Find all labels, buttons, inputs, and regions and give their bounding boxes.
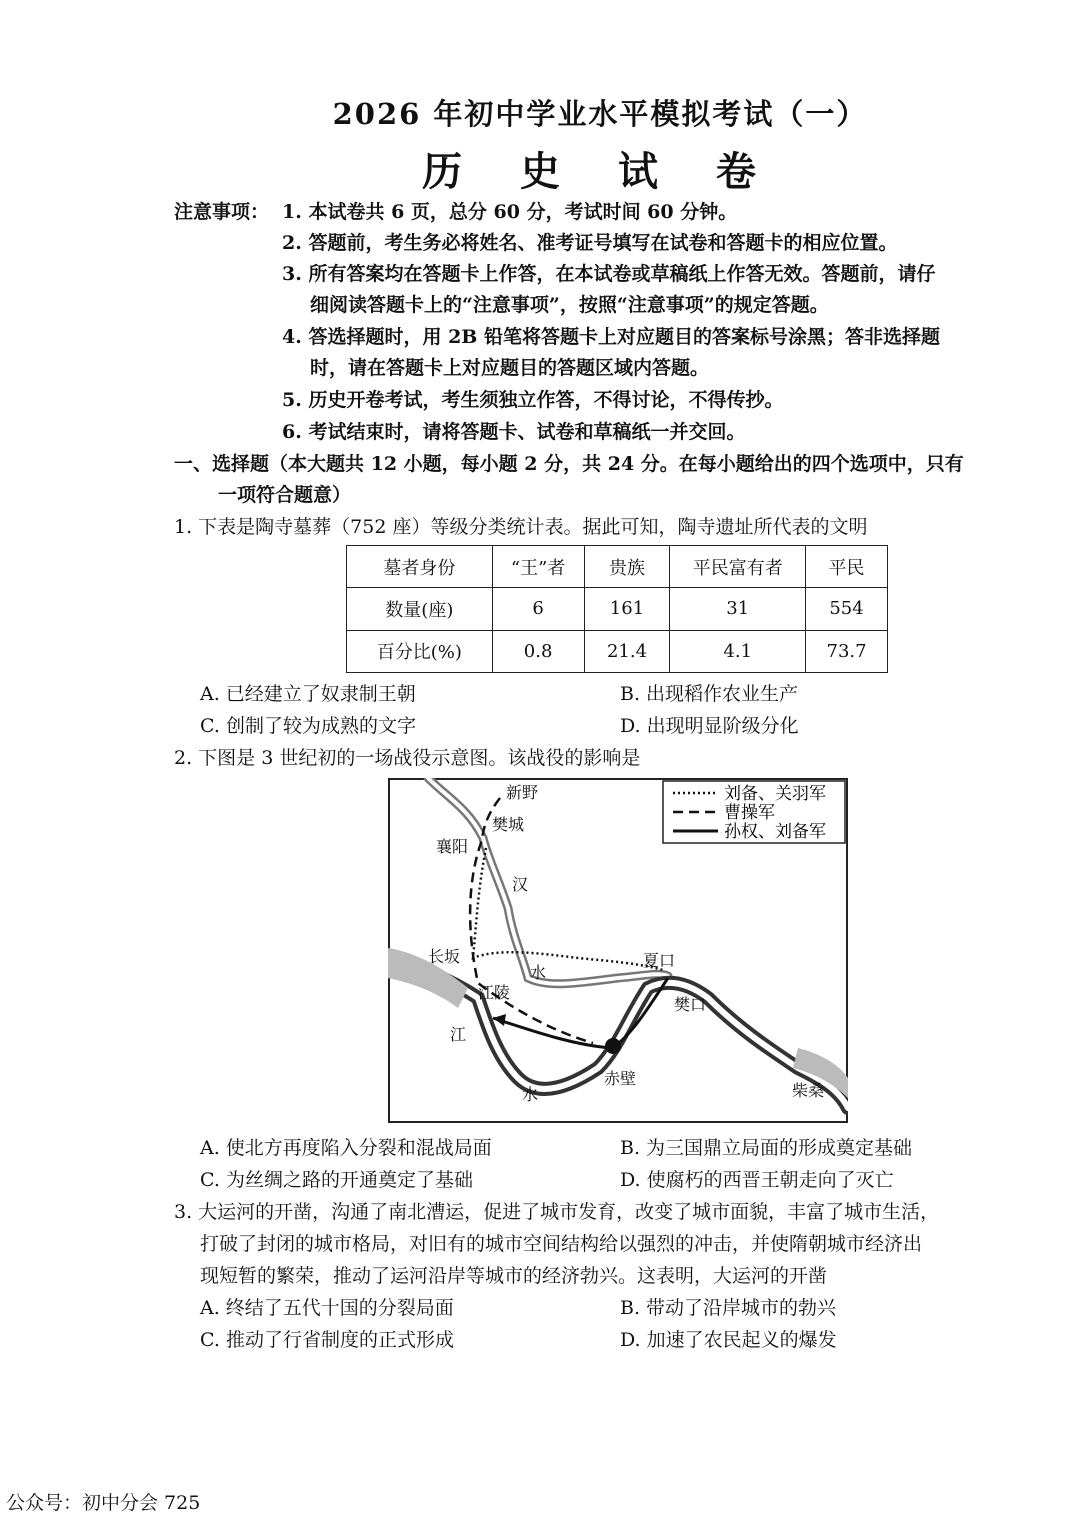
q2-stem: 2. 下图是 3 世纪初的一场战役示意图。该战役的影响是 — [174, 747, 641, 769]
table-cell: 0.8 — [492, 630, 584, 672]
notice-line-2: 2. 答题前，考生务必将姓名、准考证号填写在试卷和答题卡的相应位置。 — [282, 232, 898, 254]
q1-option-c[interactable]: C. 创制了较为成熟的文字 — [200, 715, 416, 737]
table-cell: 73.7 — [806, 630, 888, 672]
notice-line-3b: 细阅读答题卡上的“注意事项”，按照“注意事项”的规定答题。 — [310, 294, 829, 316]
table-row — [347, 630, 888, 672]
place-label: 夏口 — [643, 951, 676, 970]
q3-option-b[interactable]: B. 带动了沿岸城市的勃兴 — [620, 1297, 837, 1319]
notice-line-6: 6. 考试结束时，请将答题卡、试卷和草稿纸一并交回。 — [282, 421, 746, 443]
q1-stem: 1. 下表是陶寺墓葬（752 座）等级分类统计表。据此可知，陶寺遗址所代表的文明 — [174, 516, 868, 538]
q1-option-d[interactable]: D. 出现明显阶级分化 — [620, 715, 799, 737]
q3-option-d[interactable]: D. 加速了农民起义的爆发 — [620, 1329, 837, 1351]
q3-stem-line-1: 3. 大运河的开凿，沟通了南北漕运，促进了城市发育，改变了城市面貌，丰富了城市生活， — [174, 1201, 940, 1223]
place-label: 水 — [522, 1085, 539, 1104]
table-header-cell: 平民 — [806, 546, 888, 588]
place-label: 新野 — [506, 783, 539, 802]
q1-option-a[interactable]: A. 已经建立了奴隶制王朝 — [200, 683, 416, 705]
notice-line-4: 4. 答选择题时，用 2B 铅笔将答题卡上对应题目的答案标号涂黑；答非选择题 — [282, 326, 940, 348]
place-label: 柴桑 — [792, 1081, 825, 1100]
table-header-cell: 贵族 — [584, 546, 670, 588]
table-header-cell: “王”者 — [492, 546, 584, 588]
table-row — [347, 588, 888, 630]
place-label: 长坂 — [428, 947, 461, 966]
legend-label: 孙权、刘备军 — [724, 822, 826, 842]
q3-option-c[interactable]: C. 推动了行省制度的正式形成 — [200, 1329, 454, 1351]
legend-label: 曹操军 — [724, 803, 775, 823]
notice-line-1: 1. 本试卷共 6 页，总分 60 分，考试时间 60 分钟。 — [282, 201, 738, 223]
q3-stem-line-2: 打破了封闭的城市格局，对旧有的城市空间结构给以强烈的冲击，并使隋朝城市经济出 — [200, 1233, 923, 1255]
table-cell: 21.4 — [584, 630, 670, 672]
notice-line-3: 3. 所有答案均在答题卡上作答，在本试卷或草稿纸上作答无效。答题前，请仔 — [282, 263, 936, 285]
notice-line-5: 5. 历史开卷考试，考生须独立作答，不得讨论，不得传抄。 — [282, 389, 784, 411]
table-cell: 161 — [584, 588, 670, 630]
place-label: 赤壁 — [604, 1069, 637, 1088]
q1-option-b[interactable]: B. 出现稻作农业生产 — [620, 683, 799, 705]
place-label: 樊口 — [674, 995, 707, 1014]
legend-label: 刘备、关羽军 — [724, 784, 826, 804]
q2-option-d[interactable]: D. 使腐朽的西晋王朝走向了灭亡 — [620, 1169, 894, 1191]
place-label: 樊城 — [492, 815, 525, 834]
q2-option-b[interactable]: B. 为三国鼎立局面的形成奠定基础 — [620, 1137, 913, 1159]
table-cell: 百分比(%) — [347, 630, 493, 672]
table-header-cell: 墓者身份 — [347, 546, 493, 588]
place-label: 水 — [530, 963, 547, 982]
place-label: 襄阳 — [436, 837, 469, 856]
table-cell: 4.1 — [670, 630, 806, 672]
place-label: 江陵 — [478, 983, 511, 1002]
exam-title: 2026 年初中学业水平模拟考试（一） — [332, 97, 868, 131]
section-heading-cont: 一项符合题意） — [218, 484, 352, 506]
table-cell: 数量(座) — [347, 588, 493, 630]
table-header-row — [347, 546, 888, 588]
q3-option-a[interactable]: A. 终结了五代十国的分裂局面 — [200, 1297, 454, 1319]
table-cell: 6 — [492, 588, 584, 630]
tomb-stats-table — [346, 545, 888, 673]
table-header-cell: 平民富有者 — [670, 546, 806, 588]
place-label: 江 — [450, 1025, 467, 1044]
section-heading: 一、选择题（本大题共 12 小题，每小题 2 分，共 24 分。在每小题给出的四个选项中，只有 — [174, 453, 964, 475]
footer-watermark: 公众号：初中分会 725 — [6, 1492, 201, 1514]
table-cell: 31 — [670, 588, 806, 630]
q2-option-c[interactable]: C. 为丝绸之路的开通奠定了基础 — [200, 1169, 473, 1191]
exam-subtitle: 历 史 试 卷 — [422, 148, 778, 195]
place-label: 汉 — [512, 875, 529, 894]
notice-label: 注意事项： — [174, 201, 270, 223]
notice-line-4b: 时，请在答题卡上对应题目的答题区域内答题。 — [310, 357, 710, 379]
table-cell: 554 — [806, 588, 888, 630]
battle-map — [388, 778, 848, 1123]
q2-option-a[interactable]: A. 使北方再度陷入分裂和混战局面 — [200, 1137, 492, 1159]
q3-stem-line-3: 现短暂的繁荣，推动了运河沿岸等城市的经济勃兴。这表明，大运河的开凿 — [200, 1265, 828, 1287]
